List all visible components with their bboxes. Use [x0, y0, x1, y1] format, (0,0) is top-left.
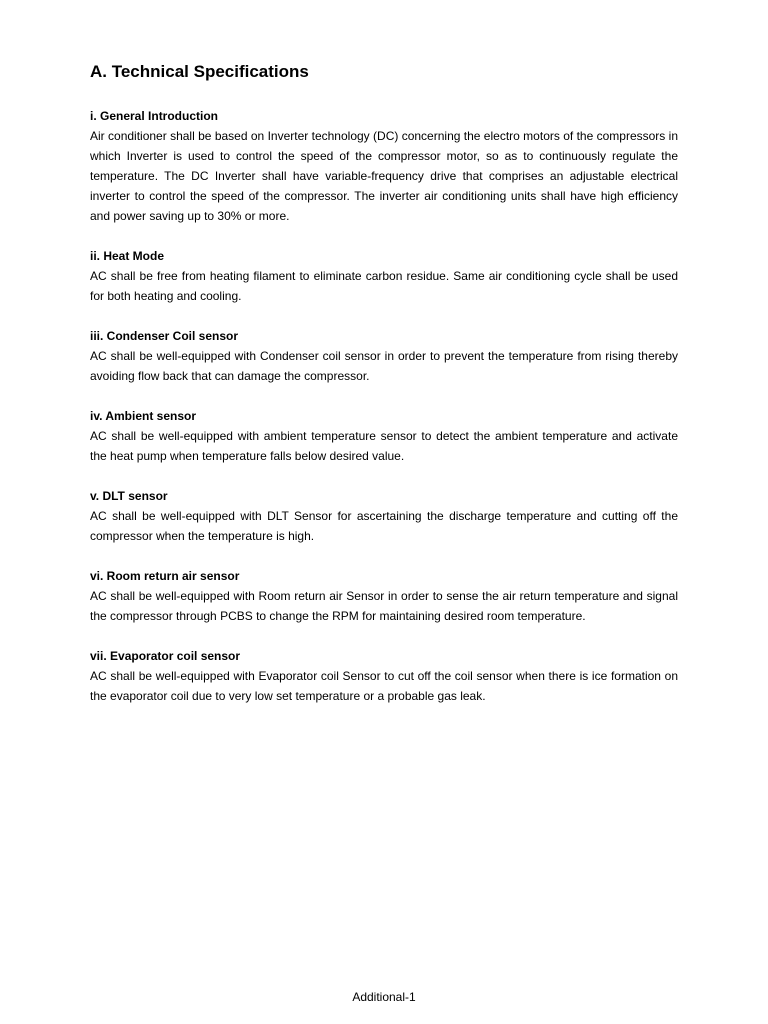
section-evaporator-coil-sensor	[90, 646, 678, 706]
page-footer: Additional-1	[352, 990, 416, 1004]
section-body: AC shall be free from heating filament to eliminate carbon residue. Same air conditioning cycle shall be used for both heating and cooling.	[90, 269, 678, 303]
document-title: A. Technical Specifications	[90, 62, 309, 81]
section-heading: iii. Condenser Coil sensor	[90, 329, 239, 343]
section-room-return-air-sensor	[90, 566, 678, 626]
section-body: AC shall be well-equipped with ambient temperature sensor to detect the ambient temperature and activate the heat pump when temperature falls below desired value.	[90, 429, 678, 463]
section-body: AC shall be well-equipped with Evaporator coil Sensor to cut off the coil sensor when there is ice formation on the evaporator coil due to very low set temperature or a probable gas leak.	[90, 669, 678, 703]
section-heading: i. General Introduction	[90, 109, 219, 123]
section-heading: iv. Ambient sensor	[90, 409, 197, 423]
section-condenser-coil-sensor	[90, 326, 678, 386]
section-dlt-sensor	[90, 486, 678, 546]
section-heat-mode	[90, 246, 678, 306]
section-body: AC shall be well-equipped with Condenser coil sensor in order to prevent the temperature from rising thereby avoiding flow back that can damage the compressor.	[90, 349, 678, 383]
section-general-introduction	[90, 106, 678, 226]
section-heading: vii. Evaporator coil sensor	[90, 649, 241, 663]
section-heading: vi. Room return air sensor	[90, 569, 240, 583]
document-page	[90, 60, 678, 726]
section-ambient-sensor	[90, 406, 678, 466]
section-heading: ii. Heat Mode	[90, 249, 165, 263]
section-body: AC shall be well-equipped with Room return air Sensor in order to sense the air return temperature and signal the compressor through PCBS to change the RPM for maintaining desired room temperature.	[90, 589, 678, 623]
section-body: Air conditioner shall be based on Inverter technology (DC) concerning the electro motors of the compressors in which Inverter is used to control the speed of the compressor motor, so as to continuously regulate the temperature. The DC Inverter shall have variable-frequency drive that comprises an adjustable electrical inverter to control the speed of the compressor. The inverter air conditioning units shall have high efficiency and power saving up to 30% or more.	[90, 129, 678, 223]
section-body: AC shall be well-equipped with DLT Sensor for ascertaining the discharge temperature and cutting off the compressor when the temperature is high.	[90, 509, 678, 543]
section-heading: v. DLT sensor	[90, 489, 168, 503]
